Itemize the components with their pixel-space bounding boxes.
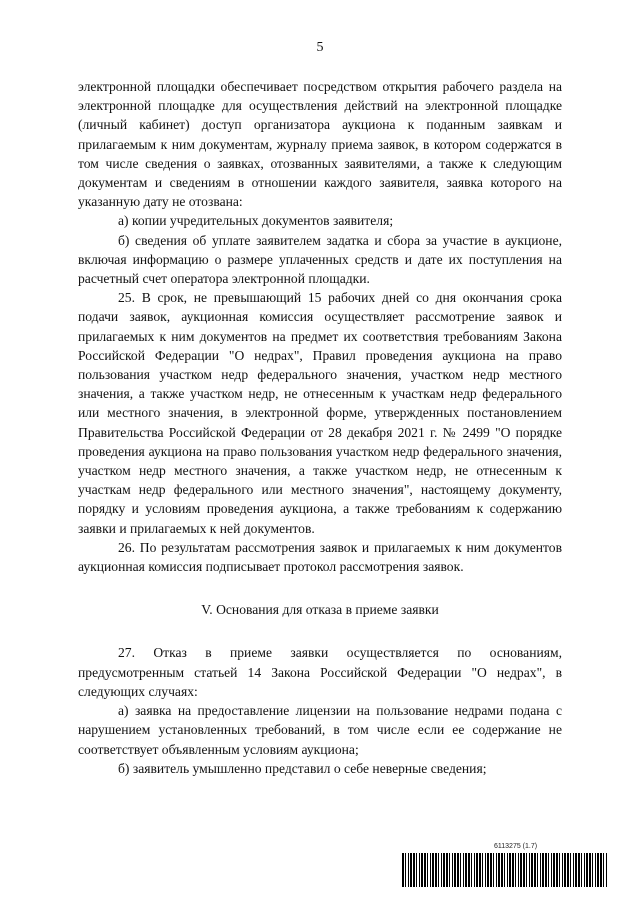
paragraph-27: 27. Отказ в приеме заявки осуществляется по основаниям, предусмотренным статьей 14 Закона Российской Федерации "О недрах", в следующих случаях: [78,645,562,699]
paragraph-item-b: б) сведения об уплате заявителем задатка и сбора за участие в аукционе, включая информацию о размере уплаченных средств и дате их поступления на расчетный счет оператора электронной площадки. [78,232,562,287]
paragraph-item-a: а) копии учредительных документов заявителя; [118,213,394,229]
page-number: 5 [316,40,324,55]
barcode-id: 6113275 (1.7) [494,843,538,850]
document-body [78,77,562,778]
section-heading: V. Основания для отказа в приеме заявки [201,602,439,618]
paragraph-25: 25. В срок, не превышающий 15 рабочих дней со дня окончания срока подачи заявок, аукционная комиссия осуществляет рассмотрение заявок и прилагаемых к ним документов на предмет их соответствия требованиям Закона Российской Федерации "О недрах", Правил проведения аукциона на право пользования участком недр федерального значения, участком недр местного значения, а также участком недр, не отнесенным к участкам недр федерального или местного значения, в электронной форме, утвержденных постановлением Правительства Российской Федерации от 28 декабря 2021 г. № 2499 "О порядке проведения аукциона на право пользования участком недр федерального значения, участком недр местного значения, а также участком недр, не отнесенным к участкам недр федерального или местного значения", настоящему документу, порядку и условиям проведения аукциона, а также требованиям к содержанию заявки и прилагаемых к ней документов. [78,290,562,536]
paragraph-continuation: электронной площадки обеспечивает посредством открытия рабочего раздела на электронной площадке для осуществления действий на электронной площадке (личный кабинет) доступ организатора аукциона к поданным заявкам и прилагаемым к ним документам, журналу приема заявок, в котором содержатся в том числе сведения о заявках, отозванных заявителями, а также к следующим документам и сведениям в отношении каждого заявителя, заявка которого на указанную дату не отозвана: [78,79,562,210]
barcode-image [402,853,608,887]
paragraph-26: 26. По результатам рассмотрения заявок и прилагаемых к ним документов аукционная комиссия подписывает протокол рассмотрения заявок. [78,539,562,575]
barcode-area [402,843,608,889]
paragraph-27-item-b: б) заявитель умышленно представил о себе неверные сведения; [118,760,487,776]
paragraph-27-item-a: а) заявка на предоставление лицензии на пользование недрами подана с нарушением установленных требований, в том числе если ее содержание не соответствует объявленным условиям аукциона; [78,703,562,757]
